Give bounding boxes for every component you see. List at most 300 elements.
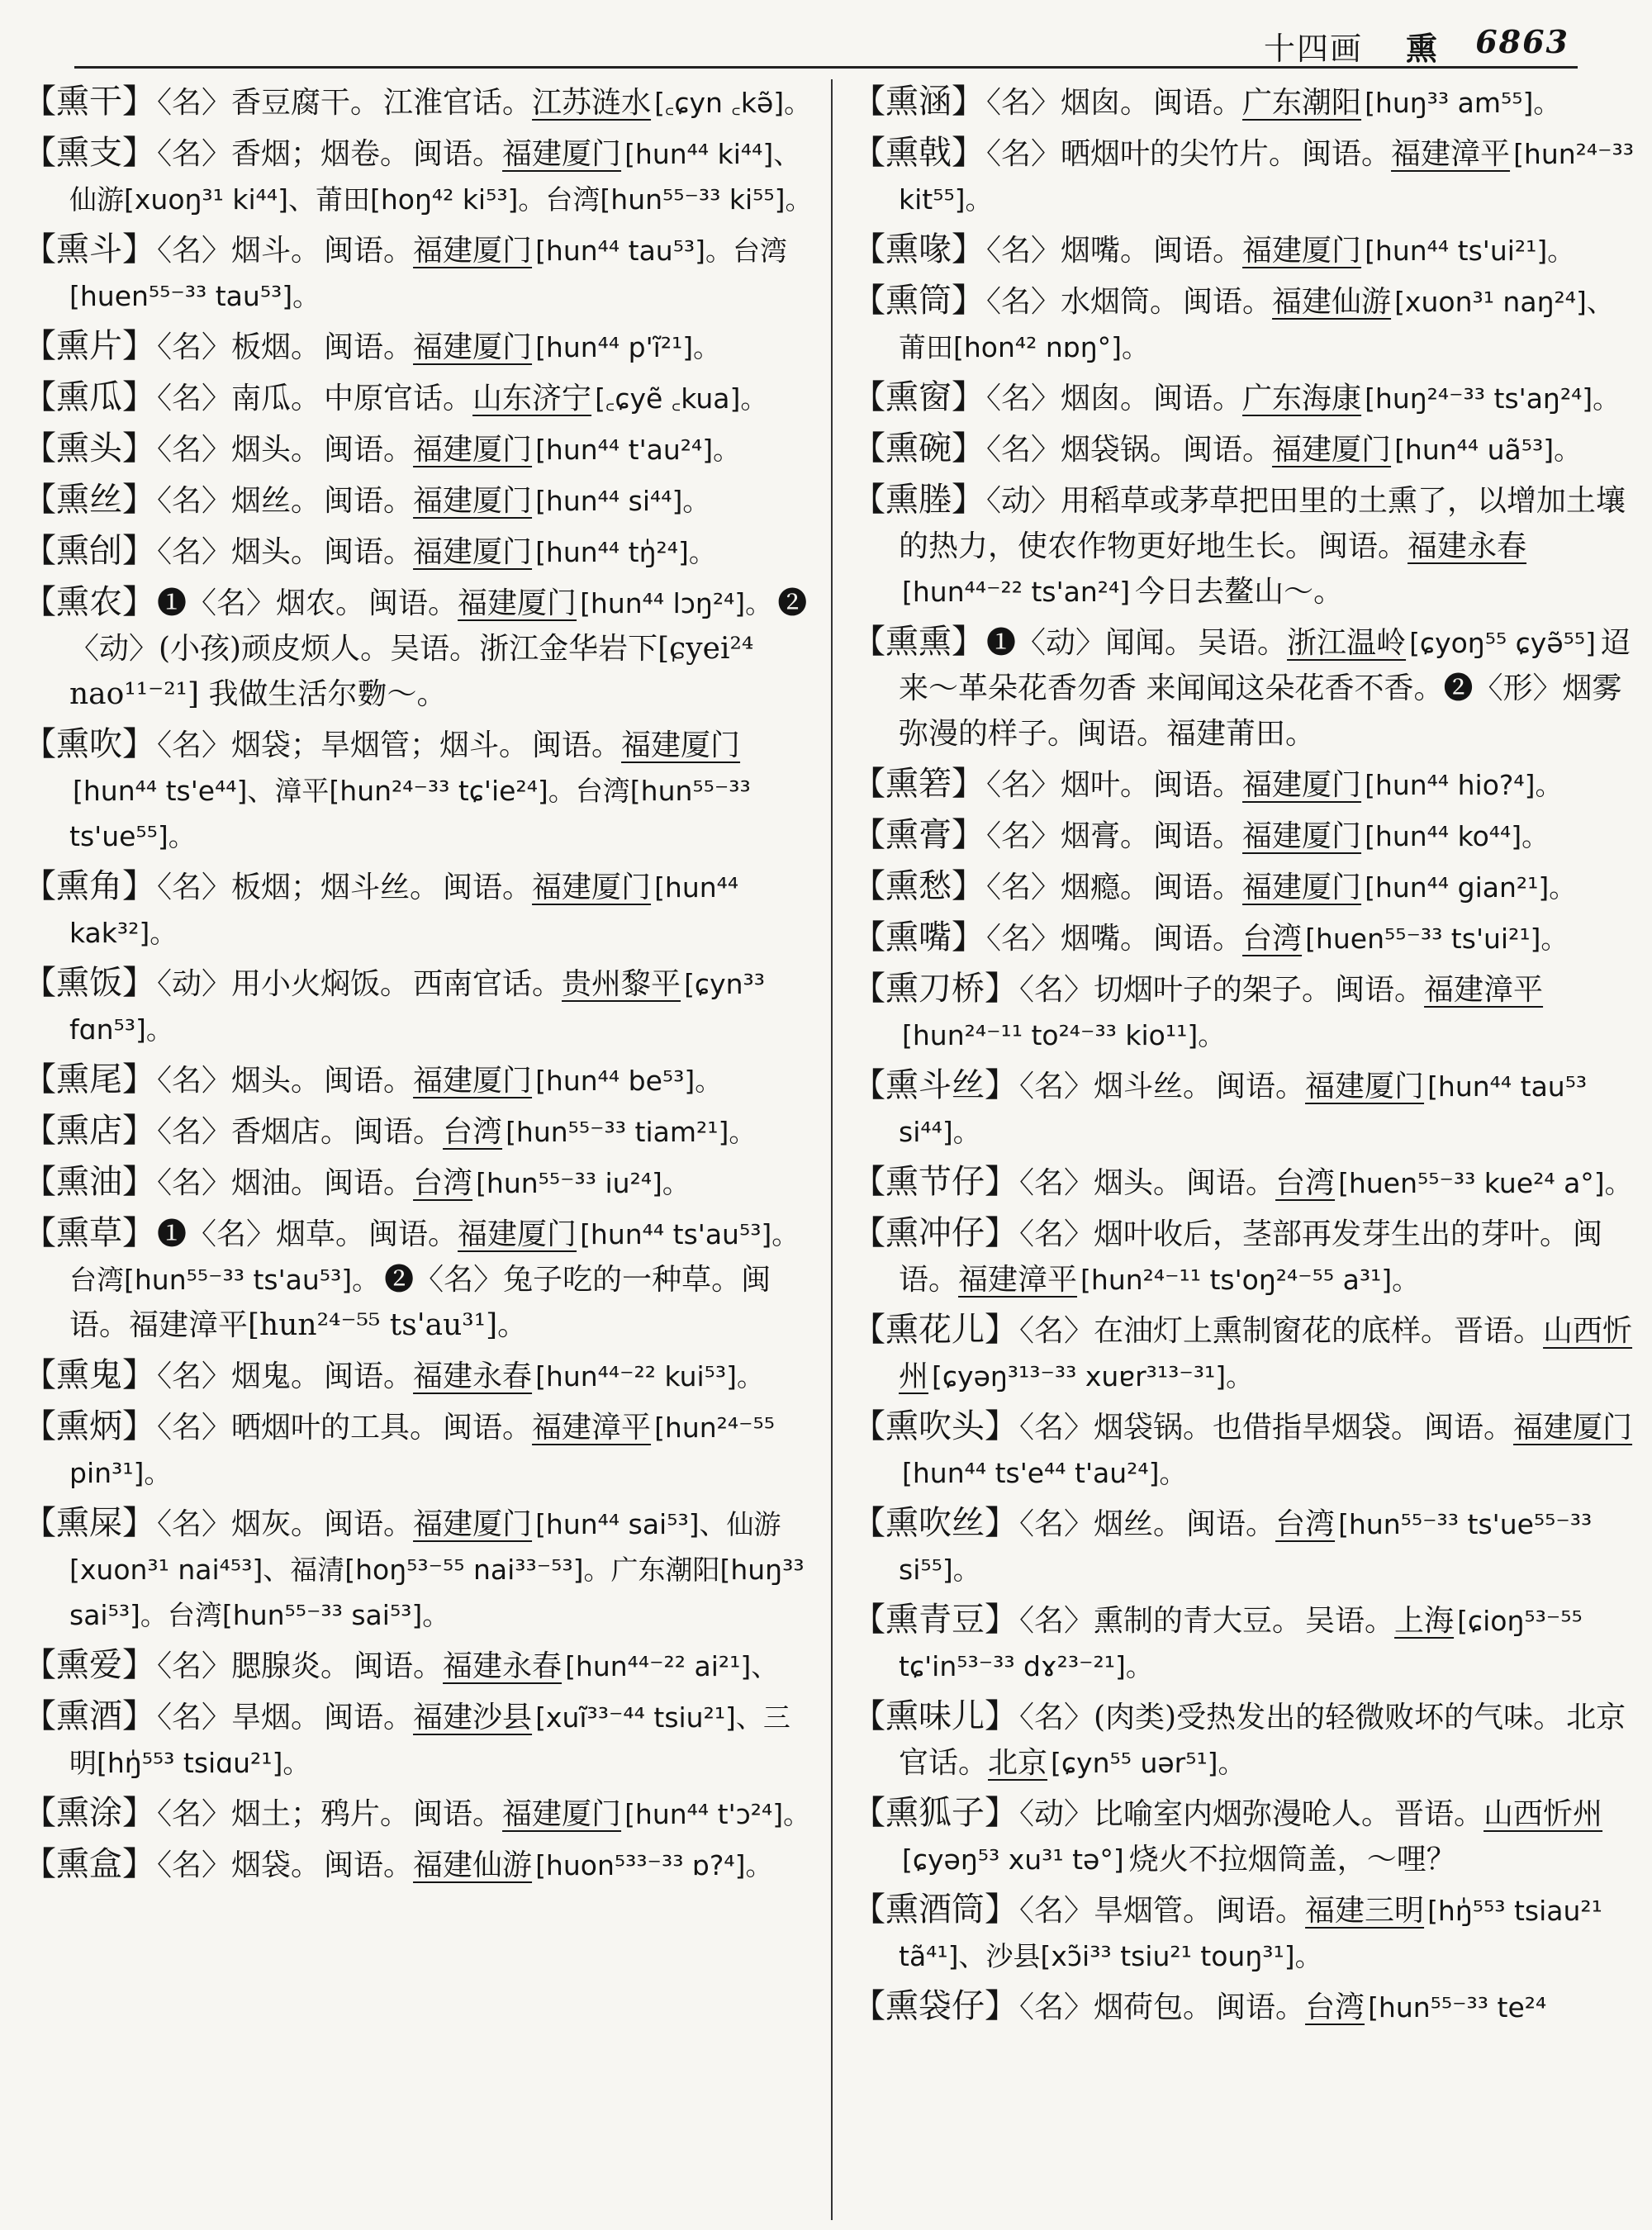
entry-pronunciation: [hun⁴⁴ ts'au⁵³]。台湾[hun⁵⁵⁻³³ ts'au⁵³]。 [69, 1218, 800, 1296]
entry-pronunciation: [hun⁴⁴ lɔŋ²⁴]。 [580, 587, 773, 619]
entry-headword: 【熏刣】 [23, 532, 155, 570]
entry-dialect: 闽语。 [324, 433, 414, 467]
entry-dialect: 闽语。 [413, 137, 503, 171]
entry-dialect: 闽语。 [1186, 1166, 1276, 1200]
entry-place: 广东潮阳 [1242, 86, 1362, 120]
entry-pos: 〈名〉 [157, 1701, 232, 1734]
entry-headword: 【熏炳】 [23, 1407, 155, 1445]
dictionary-entry [852, 79, 1635, 126]
entry-pos: 〈名〉 [157, 484, 232, 518]
entry-pronunciation: [hun⁴⁴ uã⁵³]。 [1394, 434, 1582, 466]
entry-pos: 〈名〉 [986, 137, 1061, 171]
entry-place: 福建厦门 [458, 586, 577, 620]
entry-dialect: 闽语。 [1318, 529, 1408, 563]
entry-pronunciation: [hun²⁴⁻¹¹ to²⁴⁻³³ kio¹¹]。 [902, 1019, 1226, 1051]
entry-pos: 〈名〉 [157, 1115, 232, 1149]
entry-definition: (肉类)受热发出的轻微败坏的气味。 [1094, 1701, 1564, 1734]
entry-definition: 烟斗丝。 [1094, 1070, 1213, 1103]
entry-place: 福建漳平 [1424, 973, 1544, 1007]
entry-dialect: 闽语。 [324, 1507, 414, 1541]
dictionary-entry [852, 1984, 1635, 2030]
entry-dialect: 闽语。 [1335, 973, 1425, 1007]
entry-pos: 〈名〉 [157, 871, 232, 904]
entry-definition: 烟头。 [231, 1064, 321, 1098]
entry-dialect: 闽语。 [1153, 382, 1243, 415]
entry-place: 台湾 [1305, 1990, 1365, 2024]
entry-headword: 【熏片】 [23, 327, 155, 365]
entry-headword: 【熏吹】 [23, 725, 155, 763]
entry-pronunciation: [hun⁴⁴ ki⁴⁴]、仙游[xuoŋ³¹ ki⁴⁴]、莆田[hoŋ⁴² ki⁵³]。台湾[hun⁵⁵⁻³³ ki⁵⁵]。 [69, 138, 813, 216]
entry-place: 福建厦门 [502, 1797, 622, 1831]
entry-pronunciation: [hun⁵⁵⁻³³ iu²⁴]。 [476, 1167, 690, 1199]
entry-headword: 【熏角】 [23, 867, 155, 905]
entry-place: 福建厦门 [413, 330, 533, 364]
entry-pos: 〈名〉 [157, 433, 232, 467]
entry-definition: 晒烟叶的尖竹片。 [1061, 137, 1299, 171]
dictionary-entry [23, 324, 814, 370]
entry-place: 台湾 [413, 1166, 473, 1200]
entry-dialect: 闽语。 [443, 871, 533, 904]
entry-dialect: 晋语。 [1394, 1797, 1484, 1831]
entry-pos: 〈名〉 [157, 728, 232, 762]
entry-pos: 〈名〉 [1019, 1314, 1094, 1348]
dictionary-entry [23, 529, 814, 575]
entry-example: 迢来～革朵花香勿香 来闻闻这朵花香不香。❷〈形〉烟雾弥漫的样子。闽语。福建莆田。 [899, 626, 1631, 751]
entry-pos: 〈名〉 [1019, 1990, 1094, 2024]
entry-dialect: 闽语。 [1216, 1990, 1306, 2024]
entry-pronunciation: [hun⁵⁵⁻³³ te²⁴ [1368, 1991, 1547, 2024]
entry-dialect: 晋语。 [1454, 1314, 1544, 1348]
entry-definition: 烟袋；旱烟管；烟斗。 [231, 728, 529, 762]
entry-definition: 烟头。 [231, 433, 321, 467]
entry-pronunciation: [huen⁵⁵⁻³³ kue²⁴ a°]。 [1338, 1167, 1632, 1199]
entry-pronunciation: [hun²⁴⁻³³ kit⁵⁵]。 [899, 138, 1635, 216]
entry-pos: 〈动〉 [986, 484, 1061, 518]
entry-dialect: 闽语。 [1424, 1411, 1514, 1445]
entry-headword: 【熏丝】 [23, 481, 155, 519]
entry-pronunciation: [hun⁴⁴ tŋ̍²⁴]。 [535, 536, 716, 568]
entry-place: 福建厦门 [413, 1507, 533, 1541]
entry-definition: 用小火焖饭。 [231, 967, 411, 1001]
entry-pos: 〈名〉 [986, 285, 1061, 319]
entry-pos: 〈名〉 [1019, 1507, 1094, 1541]
entry-headword: 【熏鬼】 [23, 1356, 155, 1394]
entry-definition: 烟头。 [1094, 1166, 1184, 1200]
dictionary-entry [852, 966, 1635, 1058]
entry-place: 上海 [1394, 1604, 1455, 1638]
entry-pos: 〈名〉 [157, 234, 232, 268]
entry-pos: 〈名〉 [986, 234, 1061, 268]
entry-place: 福建漳平 [1391, 137, 1511, 171]
entry-definition: 板烟。 [231, 330, 321, 364]
entry-pos: ❶〈名〉 [157, 586, 277, 620]
entry-place: 福建永春 [1408, 529, 1527, 563]
dictionary-entry [852, 813, 1635, 859]
entry-definition: 烟荷包。 [1094, 1990, 1213, 2024]
entry-pos: 〈名〉 [157, 1848, 232, 1882]
dictionary-entry [23, 227, 814, 319]
entry-headword: 【熏涂】 [23, 1794, 155, 1832]
entry-definition: 比喻室内烟弥漫呛人。 [1094, 1797, 1392, 1831]
entry-pronunciation: [ɕyn⁵⁵ uər⁵¹]。 [1051, 1747, 1246, 1779]
entry-headword: 【熏干】 [23, 83, 155, 121]
entry-place: 福建永春 [443, 1649, 563, 1683]
entry-headword: 【熏饭】 [23, 964, 155, 1002]
dictionary-entry [852, 477, 1635, 614]
entry-pronunciation: [xuon³¹ naŋ²⁴]、莆田[hon⁴² nɒŋ°]。 [899, 286, 1614, 363]
entry-dialect: 闽语。 [354, 1649, 444, 1683]
dictionary-entry [23, 1694, 814, 1786]
dictionary-entry [23, 1643, 814, 1689]
entry-place: 福建漳平 [532, 1411, 652, 1445]
entry-headword: 【熏戟】 [852, 134, 985, 172]
entry-headword: 【熏窗】 [852, 378, 985, 416]
dictionary-entry [852, 1160, 1635, 1206]
entry-pos: 〈名〉 [157, 1797, 232, 1831]
entry-place: 北京 [988, 1746, 1048, 1780]
entry-headword: 【熏吹头】 [852, 1407, 1018, 1445]
entry-pos: 〈名〉 [986, 819, 1061, 853]
entry-pronunciation: [huen⁵⁵⁻³³ ts'ui²¹]。 [1305, 923, 1569, 955]
entry-dialect: 闽语。 [1153, 819, 1243, 853]
section-label: 十四画 [1263, 31, 1363, 67]
entry-place: 福建厦门 [1242, 768, 1362, 802]
entry-pronunciation: [ɕyəŋ³¹³⁻³³ xuɐr³¹³⁻³¹]。 [932, 1360, 1254, 1393]
entry-headword: 【熏爱】 [23, 1646, 155, 1684]
entry-pos: 〈名〉 [1019, 973, 1094, 1007]
entry-pos: 〈名〉 [1019, 1701, 1094, 1734]
entry-place: 福建厦门 [502, 137, 622, 171]
entry-pronunciation: [xuĩ³³⁻⁴⁴ tsiu²¹]、三明[hŋ̍⁵⁵³ tsiɑu²¹]。 [69, 1701, 790, 1779]
entry-dialect: 闽语。 [532, 728, 622, 762]
entry-place: 福建厦门 [1272, 433, 1392, 467]
entry-headword: 【熏屎】 [23, 1504, 155, 1542]
entry-pos: 〈名〉 [157, 1507, 232, 1541]
entry-dialect: 闽语。 [1153, 922, 1243, 956]
entry-place: 贵州黎平 [562, 967, 681, 1001]
entry-pos: 〈名〉 [157, 535, 232, 569]
dictionary-entry [852, 1063, 1635, 1155]
entry-pos: 〈名〉 [157, 1649, 232, 1683]
entry-pos: 〈名〉 [157, 86, 232, 120]
entry-pos: 〈名〉 [1019, 1070, 1094, 1103]
entry-place: 福建厦门 [413, 484, 533, 518]
entry-pronunciation: [꜀ɕyẽ ꜀kua]。 [595, 382, 768, 415]
entry-headword: 【熏瓜】 [23, 378, 155, 416]
entry-pos: 〈名〉 [157, 137, 232, 171]
entry-pronunciation: [hun⁴⁴ tau⁵³]。台湾[huen⁵⁵⁻³³ tau⁵³]。 [69, 235, 788, 312]
entry-dialect: 闽语。 [368, 586, 458, 620]
entry-dialect: 闽语。 [899, 1217, 1603, 1297]
entry-place: 山西忻州 [899, 1314, 1633, 1393]
entry-pos: 〈名〉 [1019, 1411, 1094, 1445]
entry-definition: 烟叶。 [1061, 768, 1151, 802]
entry-dialect: 闽语。 [324, 1166, 414, 1200]
entry-dialect: 闽语。 [1183, 433, 1273, 467]
entry-headword: 【熏斗丝】 [852, 1066, 1018, 1104]
entry-dialect: 闽语。 [324, 1359, 414, 1393]
entry-place: 福建厦门 [1242, 819, 1362, 853]
entry-definition: 烟鬼。 [231, 1359, 321, 1393]
entry-definition: 在油灯上熏制窗花的底样。 [1094, 1314, 1451, 1348]
entry-headword: 【熏支】 [23, 134, 155, 172]
dictionary-entry [23, 1057, 814, 1103]
entry-pos: 〈名〉 [157, 1411, 232, 1445]
dictionary-entry [23, 1160, 814, 1206]
entry-headword: 【熏吹丝】 [852, 1504, 1018, 1542]
entry-place: 福建仙游 [1272, 285, 1392, 319]
entry-pronunciation: [hun⁵⁵⁻³³ ts'ue⁵⁵⁻³³ si⁵⁵]。 [899, 1508, 1593, 1586]
entry-pronunciation: [hun⁴⁴ hio?⁴]。 [1365, 769, 1563, 801]
page-number: 6863 [1475, 23, 1569, 60]
entry-dialect: 闽语。 [324, 234, 414, 268]
entry-pronunciation: [huŋ²⁴⁻³³ ts'aŋ²⁴]。 [1365, 382, 1621, 415]
entry-definition: 南瓜。 [231, 382, 321, 415]
dictionary-entry [23, 79, 814, 126]
entry-definition: 烟叶收后，茎部再发芽生出的芽叶。 [1094, 1217, 1570, 1251]
entry-headword: 【熏塍】 [852, 481, 985, 519]
entry-pronunciation: [hun⁴⁴ t'ɔ²⁴]。 [624, 1798, 811, 1830]
entry-headword: 【熏斗】 [23, 230, 155, 268]
entry-pronunciation: [hun⁴⁴ p'ĩ²¹]。 [535, 331, 721, 363]
entry-place: 福建厦门 [1513, 1411, 1633, 1445]
entry-dialect: 闽语。 [1153, 86, 1243, 120]
entry-pronunciation: [ɕyəŋ⁵³ xu³¹ tə°] [902, 1843, 1124, 1876]
entry-pronunciation: [hun⁴⁴ ts'e⁴⁴]、漳平[hun²⁴⁻³³ tɕ'ie²⁴]。台湾[hun⁵⁵⁻³³ ts'ue⁵⁵]。 [69, 775, 751, 852]
entry-dialect: 闽语。 [324, 330, 414, 364]
entry-definition: 用稻草或茅草把田里的土熏了，以增加土壤的热力，使农作物更好地生长。 [899, 484, 1626, 563]
dictionary-entry [23, 1501, 814, 1638]
entry-headword: 【熏狐子】 [852, 1794, 1018, 1832]
entry-pos: ❶〈名〉 [157, 1217, 277, 1251]
entry-dialect: 闽语。 [324, 484, 414, 518]
column-divider [831, 79, 833, 2220]
entry-dialect: 西南官话。 [413, 967, 563, 1001]
entry-pronunciation: [hun⁴⁴ t'au²⁴]。 [535, 434, 741, 466]
entry-headword: 【熏油】 [23, 1163, 155, 1201]
entry-headword: 【熏盒】 [23, 1845, 155, 1883]
radical-char: 熏 [1405, 30, 1437, 67]
entry-pos: 〈名〉 [1019, 1166, 1094, 1200]
entry-pronunciation: [hun⁴⁴⁻²² kui⁵³]。 [535, 1360, 765, 1393]
entry-definition: 水烟筒。 [1061, 285, 1180, 319]
entry-definition: 烟嘴。 [1061, 922, 1151, 956]
entry-pronunciation: [hun⁴⁴ ko⁴⁴]。 [1365, 820, 1550, 852]
entry-dialect: 闽语。 [1186, 1507, 1276, 1541]
entry-definition: 烟草。 [276, 1217, 366, 1251]
entry-headword: 【熏筒】 [852, 282, 985, 320]
entry-headword: 【熏农】 [23, 583, 155, 621]
entry-definition: 烟斗。 [231, 234, 321, 268]
dictionary-entry [852, 762, 1635, 808]
entry-dialect: 闽语。 [368, 1217, 458, 1251]
entry-place: 福建厦门 [413, 535, 533, 569]
entry-headword: 【熏箬】 [852, 765, 985, 803]
entry-example: ❷〈动〉(小孩)顽皮烦人。吴语。浙江金华岩下[ɕyei²⁴ nao¹¹⁻²¹] 我做生活尔覅～。 [69, 586, 808, 711]
entry-pronunciation: [hun⁴⁴⁻²² ts'an²⁴] [902, 576, 1131, 608]
entry-definition: 旱烟管。 [1094, 1894, 1213, 1928]
entry-pos: 〈名〉 [1019, 1894, 1094, 1928]
dictionary-entry [852, 1597, 1635, 1689]
entry-place: 台湾 [1275, 1166, 1336, 1200]
entry-place: 福建仙游 [413, 1848, 533, 1882]
dictionary-entry [23, 961, 814, 1052]
entry-headword: 【熏花儿】 [852, 1311, 1018, 1349]
entry-pronunciation: [hun⁴⁴ gian²¹]。 [1365, 871, 1577, 904]
entry-dialect: 闽语。 [1216, 1070, 1306, 1103]
entry-definition: 香烟店。 [231, 1115, 351, 1149]
dictionary-entry [852, 1211, 1635, 1302]
dictionary-entry [852, 1694, 1635, 1786]
entry-definition: 香豆腐干。 [231, 86, 381, 120]
dictionary-entry [23, 722, 814, 859]
left-column [23, 79, 814, 2220]
dictionary-entry [852, 1501, 1635, 1592]
dictionary-entry [852, 1791, 1635, 1882]
dictionary-entry [23, 130, 814, 222]
entry-place: 台湾 [443, 1115, 503, 1149]
dictionary-entry [852, 1887, 1635, 1979]
entry-dialect: 闽语。 [1153, 871, 1243, 904]
entry-definition: 烟膏。 [1061, 819, 1151, 853]
entry-pronunciation: [hun²⁴⁻¹¹ ts'oŋ²⁴⁻⁵⁵ a³¹]。 [1080, 1264, 1420, 1296]
entry-definition: 晒烟叶的工具。 [231, 1411, 440, 1445]
dictionary-entry [852, 915, 1635, 961]
entry-pronunciation: [hun⁵⁵⁻³³ tiam²¹]。 [506, 1116, 757, 1148]
entry-place: 福建厦门 [1242, 871, 1362, 904]
entry-definition: 烟袋。 [231, 1848, 321, 1882]
dictionary-entry [23, 1108, 814, 1155]
entry-place: 福建厦门 [1305, 1070, 1425, 1103]
entry-place: 台湾 [1275, 1507, 1336, 1541]
entry-pos: 〈名〉 [157, 1166, 232, 1200]
entry-headword: 【熏味儿】 [852, 1697, 1018, 1735]
dictionary-entry [23, 580, 814, 717]
entry-pronunciation: [hun⁴⁴ be⁵³]。 [535, 1065, 723, 1097]
entry-place: 福建漳平 [958, 1263, 1078, 1297]
entry-pos: 〈名〉 [157, 1064, 232, 1098]
entry-definition: 熏制的青大豆。 [1094, 1604, 1303, 1638]
entry-definition: 烟瘾。 [1061, 871, 1151, 904]
entry-headword: 【熏涵】 [852, 83, 985, 121]
dictionary-entry [23, 1404, 814, 1496]
entry-definition: 烟灰。 [231, 1507, 321, 1541]
entry-pos: 〈名〉 [157, 1359, 232, 1393]
entry-headword: 【熏熏】 [852, 623, 985, 661]
entry-definition: 烟丝。 [231, 484, 321, 518]
entry-pronunciation: [hun⁴⁴⁻²² ai²¹]、 [565, 1650, 779, 1682]
dictionary-entry [852, 1307, 1635, 1399]
entry-pronunciation: [ɕyoŋ⁵⁵ ɕyə̃⁵⁵] [1409, 627, 1596, 659]
entry-dialect: 闽语。 [1183, 285, 1273, 319]
dictionary-entry [23, 1211, 814, 1348]
entry-pos: 〈名〉 [986, 922, 1061, 956]
entry-pos: 〈动〉 [1019, 1797, 1094, 1831]
entry-place: 广东海康 [1242, 382, 1362, 415]
entry-dialect: 闽语。 [324, 1064, 414, 1098]
entry-place: 福建厦门 [1242, 234, 1362, 268]
entry-dialect: 闽语。 [324, 1701, 414, 1734]
entry-dialect: 闽语。 [324, 1848, 414, 1882]
entry-definition: 烟囱。 [1061, 86, 1151, 120]
entry-definition: 切烟叶子的架子。 [1094, 973, 1332, 1007]
entry-pos: 〈名〉 [1019, 1217, 1094, 1251]
dictionary-entry [852, 227, 1635, 273]
entry-definition: 板烟；烟斗丝。 [231, 871, 440, 904]
entry-pos: 〈名〉 [986, 433, 1061, 467]
dictionary-entry [23, 1842, 814, 1888]
entry-pronunciation: [hun⁴⁴ ts'ui²¹]。 [1365, 235, 1575, 267]
entry-headword: 【熏刀桥】 [852, 970, 1018, 1008]
entry-headword: 【熏喙】 [852, 230, 985, 268]
entry-headword: 【熏膏】 [852, 816, 985, 854]
entry-dialect: 闽语。 [413, 1797, 503, 1831]
entry-dialect: 闽语。 [1153, 768, 1243, 802]
entry-pos: 〈名〉 [986, 86, 1061, 120]
entry-pos: ❶〈动〉 [986, 626, 1106, 660]
entry-place: 福建厦门 [458, 1217, 577, 1251]
entry-place: 福建永春 [413, 1359, 533, 1393]
entry-dialect: 闽语。 [354, 1115, 444, 1149]
entry-definition: 旱烟。 [231, 1701, 321, 1734]
entry-place: 福建沙县 [413, 1701, 533, 1734]
entry-place: 福建厦门 [621, 728, 741, 762]
entry-headword: 【熏店】 [23, 1112, 155, 1150]
entry-pronunciation: [ɕioŋ⁵³⁻⁵⁵ tɕ'in⁵³⁻³³ dɤ²³⁻²¹]。 [899, 1605, 1583, 1682]
entry-place: 福建厦门 [413, 1064, 533, 1098]
entry-headword: 【熏头】 [23, 429, 155, 467]
entry-dialect: 闽语。 [1216, 1894, 1306, 1928]
entry-place: 福建三明 [1305, 1894, 1425, 1928]
dictionary-entry [852, 619, 1635, 757]
entry-dialect: 闽语。 [324, 535, 414, 569]
entry-headword: 【熏袋仔】 [852, 1987, 1018, 2025]
entry-pronunciation: [hun⁴⁴ kak³²]。 [69, 871, 739, 949]
entry-definition: 烟头。 [231, 535, 321, 569]
entry-pronunciation: [hun²⁴⁻⁵⁵ pin³¹]。 [69, 1412, 776, 1489]
entry-dialect: 闽语。 [1153, 234, 1243, 268]
entry-headword: 【熏冲仔】 [852, 1214, 1018, 1252]
dictionary-entry [23, 864, 814, 956]
entry-headword: 【熏酒】 [23, 1697, 155, 1735]
entry-place: 福建厦门 [413, 433, 533, 467]
entry-definition: 烟嘴。 [1061, 234, 1151, 268]
entry-headword: 【熏节仔】 [852, 1163, 1018, 1201]
entry-pos: 〈动〉 [157, 967, 232, 1001]
entry-headword: 【熏碗】 [852, 429, 985, 467]
entry-headword: 【熏酒筒】 [852, 1891, 1018, 1929]
entry-dialect: 中原官话。 [324, 382, 473, 415]
entry-pos: 〈名〉 [986, 871, 1061, 904]
entry-place: 福建厦门 [532, 871, 652, 904]
dictionary-entry [23, 375, 814, 421]
right-column [852, 79, 1635, 2220]
entry-headword: 【熏青豆】 [852, 1601, 1018, 1639]
entry-pronunciation: [ɕyn³³ fɑn⁵³]。 [69, 968, 765, 1046]
entry-pronunciation: [꜀ɕyn ꜀kə̃]。 [654, 87, 812, 119]
entry-headword: 【熏愁】 [852, 867, 985, 905]
entry-pos: 〈名〉 [157, 330, 232, 364]
entry-headword: 【熏尾】 [23, 1060, 155, 1098]
dictionary-entry [23, 1791, 814, 1837]
entry-definition: 香烟；烟卷。 [231, 137, 411, 171]
entry-definition: 烟土；鸦片。 [231, 1797, 411, 1831]
entry-headword: 【熏嘴】 [852, 918, 985, 956]
dictionary-entry [852, 426, 1635, 472]
dictionary-entry [852, 375, 1635, 421]
dictionary-entry [23, 426, 814, 472]
entry-place: 浙江温岭 [1287, 626, 1407, 660]
